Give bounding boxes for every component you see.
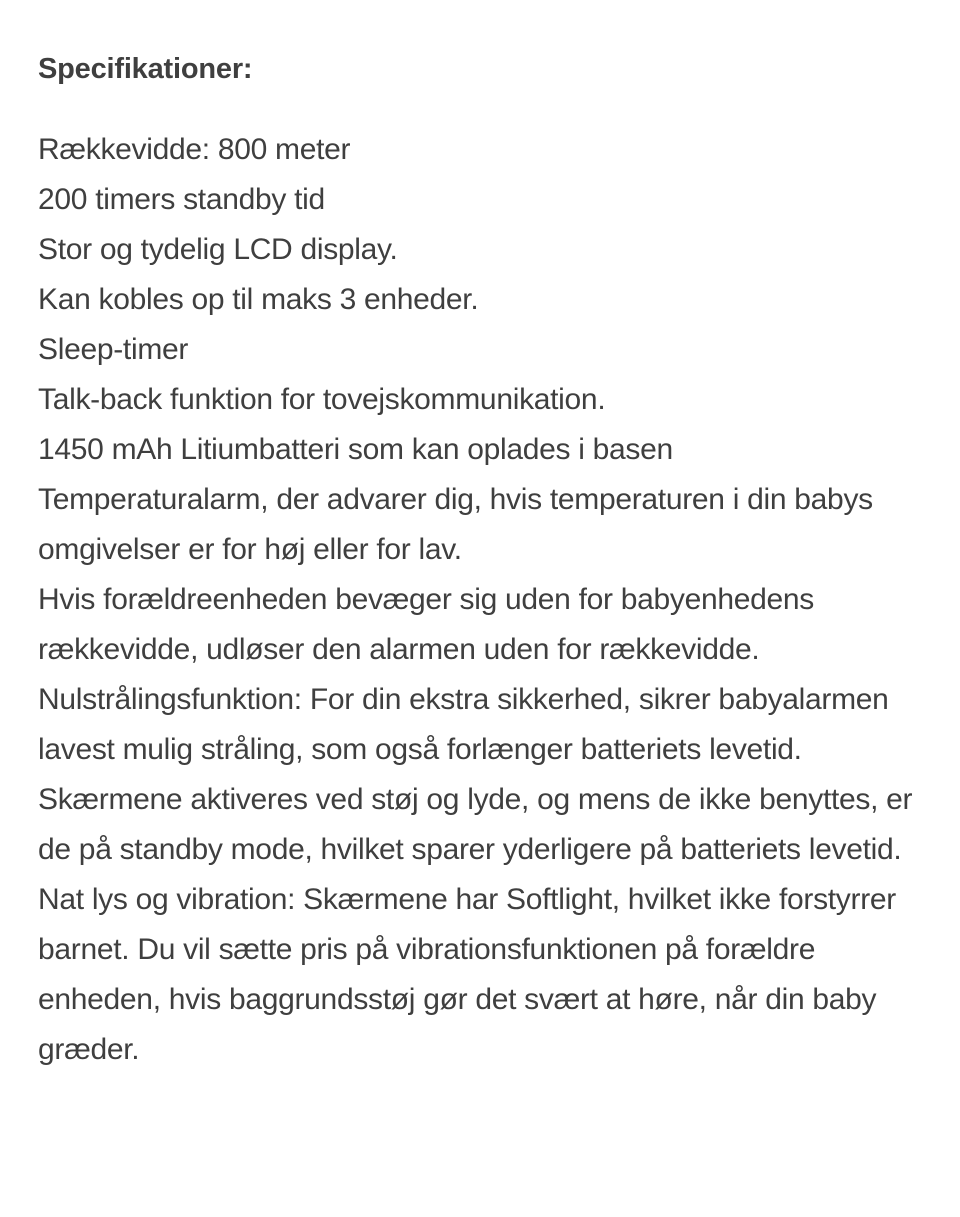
- spec-range: Rækkevidde: 800 meter: [38, 133, 351, 166]
- spec-zero-radiation: Nulstrålingsfunktion: For din ekstra sikkerhed, sikrer babyalarmen lavest mulig stråling, som også forlænger batteriets levetid. Skærmene aktiveres ved støj og lyde, og mens de ikke benyttes, er de på standby mode, hvilket sparer yderligere på batteriets levetid.: [38, 683, 913, 866]
- spec-lcd-display: Stor og tydelig LCD display.: [38, 233, 398, 266]
- spec-sleep-timer: Sleep-timer: [38, 333, 189, 366]
- spec-max-units: Kan kobles op til maks 3 enheder.: [38, 283, 479, 316]
- spec-standby-time: 200 timers standby tid: [38, 183, 325, 216]
- section-heading: Specifikationer:: [38, 53, 253, 85]
- spec-talk-back: Talk-back funktion for tovejskommunikation.: [38, 383, 606, 416]
- spec-battery: 1450 mAh Litiumbatteri som kan oplades i basen: [38, 433, 673, 466]
- spec-list: [38, 125, 938, 1075]
- spec-out-of-range-alarm: Hvis forældreenheden bevæger sig uden for babyenhedens rækkevidde, udløser den alarmen uden for rækkevidde.: [38, 583, 814, 666]
- spec-night-light-vibration: Nat lys og vibration: Skærmene har Softlight, hvilket ikke forstyrrer barnet. Du vil sætte pris på vibrationsfunktionen på forældre enheden, hvis baggrundsstøj gør det svært at høre, når din baby græder.: [38, 883, 896, 1066]
- spec-temperature-alarm: Temperaturalarm, der advarer dig, hvis temperaturen i din babys omgivelser er for høj eller for lav.: [38, 483, 873, 566]
